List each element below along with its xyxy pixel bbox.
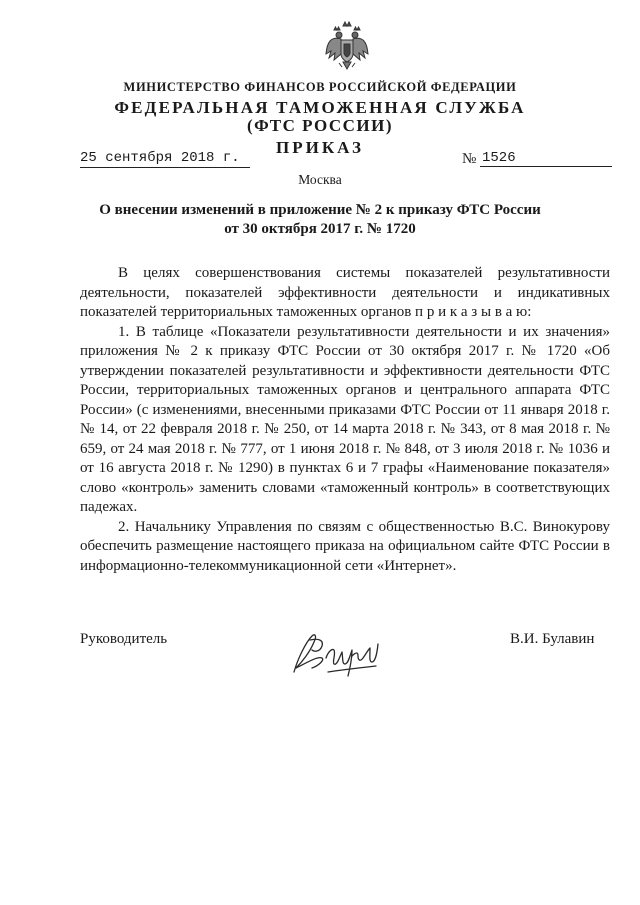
number-sign: №: [462, 151, 477, 167]
document-date: 25 сентября 2018 г.: [80, 150, 250, 168]
item-2-paragraph: 2. Начальнику Управления по связям с общественностью В.С. Винокурову обеспечить размещение настоящего приказа на официальном сайте ФТС России в информационно-телекоммуникационной сети «Интернет».: [80, 518, 610, 574]
title-line-2: от 30 октября 2017 г. № 1720: [224, 221, 416, 237]
item-1-paragraph: 1. В таблице «Показатели результативности деятельности и их значения» приложения № 2 к приказу ФТС России от 30 октября 2017 г. № 1720 «Об утверждении показателей результативности и эффективности деятельности ФТС России, территориальных таможенных органов и центрального аппарата ФТС России» (с изменениями, внесенными приказами ФТС России от 11 января 2018 г. № 14, от 22 февраля 2018 г. № 250, от 14 марта 2018 г. № 343, от 8 мая 2018 г. № 659, от 24 мая 2018 г. № 777, от 1 июня 2018 г. № 848, от 3 июля 2018 г. № 1036 и от 16 августа 2018 г. № 1290) в пунктах 6 и 7 графы «Наименование показателя» слово «контроль» заменить словами «таможенный контроль» в соответствующих падежах.: [80, 323, 610, 515]
ministry-heading: МИНИСТЕРСТВО ФИНАНСОВ РОССИЙСКОЙ ФЕДЕРАЦИИ: [123, 80, 517, 94]
document-number: 1526: [480, 150, 612, 167]
document-title: [0, 201, 640, 239]
service-abbreviation: (ФТС РОССИИ): [246, 116, 394, 135]
title-line-1: О внесении изменений в приложение № 2 к приказу ФТС России: [99, 202, 541, 218]
service-heading: ФЕДЕРАЛЬНАЯ ТАМОЖЕННАЯ СЛУЖБА: [114, 98, 526, 117]
preamble-paragraph: В целях совершенствования системы показателей результативности деятельности, показателей эффективности деятельности и индикативных показателей территориальных таможенных органов п р и к а з ы в а ю:: [80, 265, 610, 320]
document-city: Москва: [298, 172, 342, 187]
signatory-role: Руководитель: [80, 631, 168, 647]
document-body: [80, 264, 610, 576]
coat-of-arms-emblem: [325, 20, 369, 72]
document-type: ПРИКАЗ: [276, 138, 364, 157]
handwritten-signature: [288, 628, 384, 682]
signatory-name: В.И. Булавин: [510, 631, 595, 647]
